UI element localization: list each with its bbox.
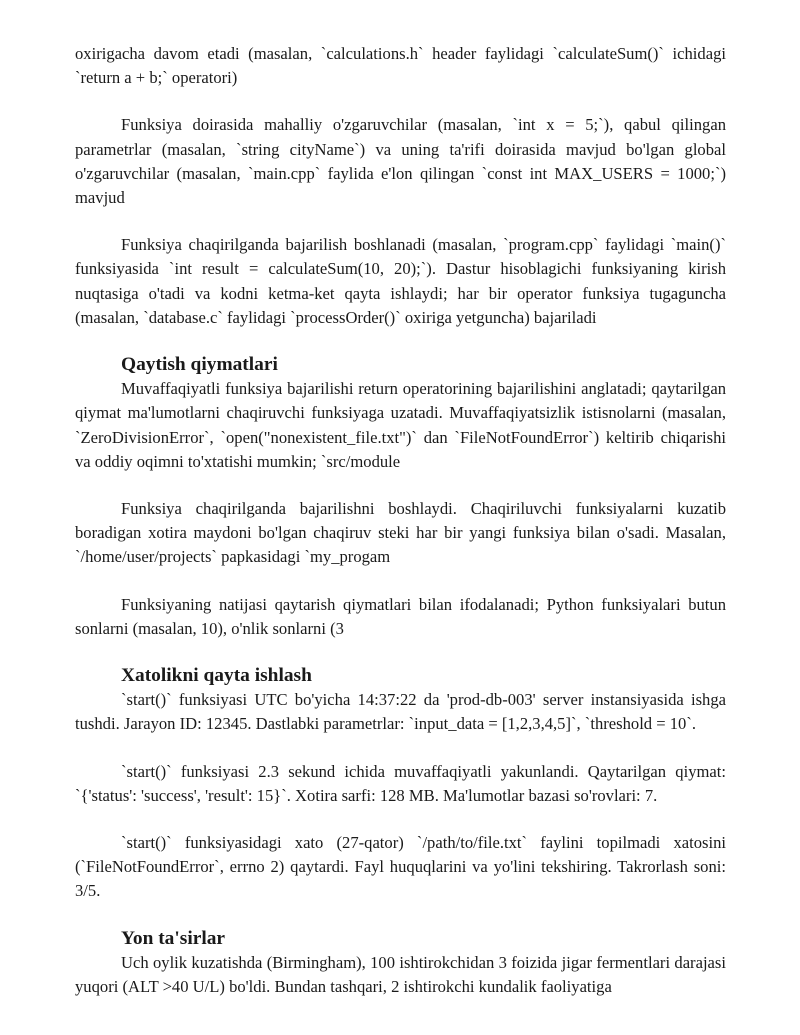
paragraph-continuation: oxirigacha davom etadi (masalan, `calculations.h` header faylidagi `calculateSum()` ichidagi `return a + b;` operatori) [75,44,726,88]
paragraph-start-error: `start()` funksiyasidagi xato (27-qator) `/path/to/file.txt` faylini topilmadi xatosini (`FileNotFoundError`, errno 2) qaytardi. Fayl huquqlarini va yo'lini tekshiring. Takrorlash soni: 3/5. [75,833,726,901]
paragraph-start-success: `start()` funksiyasi 2.3 sekund ichida muvaffaqiyatli yakunlandi. Qaytarilgan qiymat: `{'status': 'success', 'result': 15}`. Xotira sarfi: 128 MB. Ma'lumotlar bazasi so'rovlari: 7. [75,761,726,805]
paragraph-start-launch: `start()` funksiyasi UTC bo'yicha 14:37:22 da 'prod-db-003' server instansiyasida ishga tushdi. Jarayon ID: 12345. Dastlabki parametrlar: `input_data = [1,2,3,4,5]`, `threshold = 10`. [75,690,726,734]
heading-error-handling: Xatolikni qayta ishlash [121,665,312,687]
paragraph-call-stack: Funksiya chaqirilganda bajarilishni boshlaydi. Chaqiriluvchi funksiyalarni kuzatib boradigan xotira maydoni bo'lgan chaqiruv steki har bir yangi funksiya bilan o'sadi. Masalan, `/home/user/projects` papkasidagi `my_progam [75,499,726,567]
paragraph-return-success: Muvaffaqiyatli funksiya bajarilishi return operatorining bajarilishini anglatadi; qaytarilgan qiymat ma'lumotlarni chaqiruvchi funksiyaga uzatadi. Muvaffaqiyatsizlik istisnolarni (masalan, `ZeroDivisionError`, `open("nonexistent_file.txt")` dan `FileNotFoundError`) keltirib chiqarishi va oddiy oqimni to'xtatishi mumkin; `src/module [75,379,726,471]
paragraph-function-scope: Funksiya doirasida mahalliy o'zgaruvchilar (masalan, `int x = 5;`), qabul qilingan parametrlar (masalan, `string cityName`) va uning ta'rifi doirasida mavjud bo'lgan global o'zgaruvchilar (masalan, `main.cpp` faylida e'lon qilingan `const int MAX_USERS = 1000;`) mavjud [75,115,726,208]
paragraph-function-result: Funksiyaning natijasi qaytarish qiymatlari bilan ifodalanadi; Python funksiyalari butun sonlarni (masalan, 10), o'nlik sonlarni (3 [75,594,726,638]
heading-return-values: Qaytish qiymatlari [121,354,278,376]
heading-side-effects: Yon ta'sirlar [121,927,226,949]
paragraph-side-effects: Uch oylik kuzatishda (Birmingham), 100 ishtirokchidan 3 foizida jigar fermentlari darajasi yuqori (ALT >40 U/L) bo'ldi. Bundan tashqari, 2 ishtirokchi kundalik faoliyatiga [75,952,726,997]
paragraph-function-execution: Funksiya chaqirilganda bajarilish boshlanadi (masalan, `program.cpp` faylidagi `main()` funksiyasida `int result = calculateSum(10, 20);`). Dastur hisoblagichi funksiyaning kirish nuqtasiga o'tadi va kodni ketma-ket qayta ishlaydi; har bir operator funksiya tugaguncha (masalan, `database.c` faylidagi `processOrder()` oxiriga yetguncha) bajariladi [75,235,726,327]
document-page [75,42,726,999]
